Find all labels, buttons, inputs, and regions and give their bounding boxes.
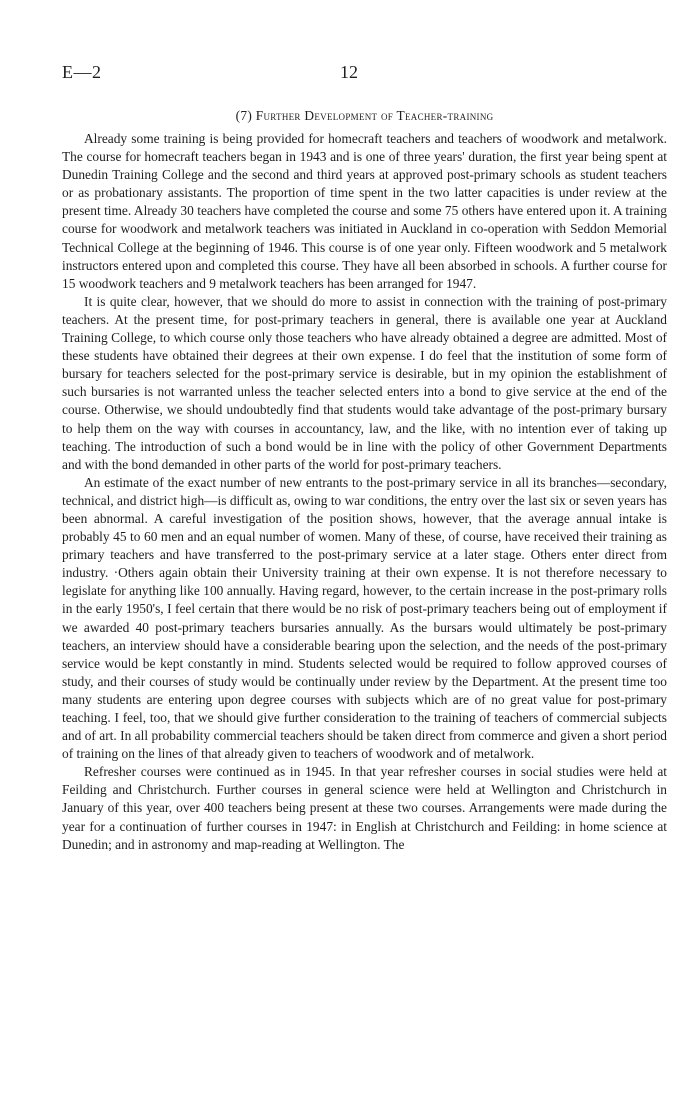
page-number: 12 [340, 62, 358, 82]
section-heading: (7) Further Development of Teacher-training [235, 108, 494, 123]
document-page [62, 62, 667, 854]
document-code: E—2 [62, 62, 102, 82]
paragraph-new-entrants-estimate: An estimate of the exact number of new entrants to the post-primary service in all its branches—secondary, technical, and district high—is difficult as, owing to war conditions, the entry over the last six or seven years has been abnormal. A careful investigation of the position shows, however, that the average annual intake is probably 45 to 60 men and an equal number of women. Many of these, of course, have received their training as primary teachers and have transferred to the post-primary service at a later stage. Others enter direct from industry. ·Others again obtain their University training at their own expense. It is not therefore necessary to legislate for anything like 100 annually. Having regard, however, to the certain increase in the post-primary rolls in the early 1950's, I feel certain that there would be no risk of post-primary teachers being out of employment if we awarded 40 post-primary teachers bursaries annually. As the bursars would ultimately be post-primary teachers, an interview should have a considerable bearing upon the selection, and the needs of the post-primary service would be kept constantly in mind. Students selected would be required to follow approved courses of study, and their courses of study would be continually under review by the Department. At the present time too many students are entering upon degree courses with subjects which are of no great value for post-primary teaching. I feel, too, that we should give further consideration to the training of teachers of commercial subjects and of art. In all probability commercial teachers should be taken direct from commerce and given a short period of training on the lines of that already given to teachers of woodwork and of metalwork. [62, 474, 667, 762]
paragraph-post-primary-training: It is quite clear, however, that we should do more to assist in connection with the training of post-primary teachers. At the present time, for post-primary teachers in general, there is available one year at Auckland Training College, to which course only those teachers who have already obtained a degree are admitted. Most of these students have obtained their degrees at their own expense. I do feel that the institution of some form of bursary for teachers selected for the post-primary service is desirable, but in my opinion the establishment of such bursaries is not warranted unless the teacher selected enters into a bond to give service at the end of the course. Otherwise, we should undoubtedly find that students would take advantage of the post-primary bursary to help them on the way with courses in accountancy, law, and the like, with no intention ever of taking up teaching. The introduction of such a bond would be in line with the policy of other Government Departments and with the bond demanded in other parts of the world for post-primary teachers. [62, 293, 667, 472]
page-header [62, 62, 667, 92]
paragraph-homecraft-woodwork: Already some training is being provided for homecraft teachers and teachers of woodwork and metalwork. The course for homecraft teachers began in 1943 and is one of three years' duration, the first year being spent at Dunedin Training College and the second and third years at approved post-primary schools as student teachers or as probationary assistants. The proportion of time spent in the two latter capacities is under review at the present time. Already 30 teachers have completed the course and some 75 others have entered upon it. A training course for woodwork and metalwork teachers was initiated in Auckland in co-operation with Seddon Memorial Technical College at the beginning of 1946. This course is of one year only. Fifteen woodwork and 5 metalwork instructors entered upon and completed this course. They have all been absorbed in schools. A further course for 15 woodwork teachers and 9 metalwork teachers has been arranged for 1947. [62, 131, 667, 291]
paragraph-refresher-courses: Refresher courses were continued as in 1945. In that year refresher courses in social studies were held at Feilding and Christchurch. Further courses in general science were held at Wellington and Christchurch in January of this year, over 400 teachers being present at these two courses. Arrangements were made during the year for a continuation of further courses in 1947: in English at Christchurch and Feilding: in home science at Dunedin; and in astronomy and map-reading at Wellington. The [62, 764, 667, 852]
